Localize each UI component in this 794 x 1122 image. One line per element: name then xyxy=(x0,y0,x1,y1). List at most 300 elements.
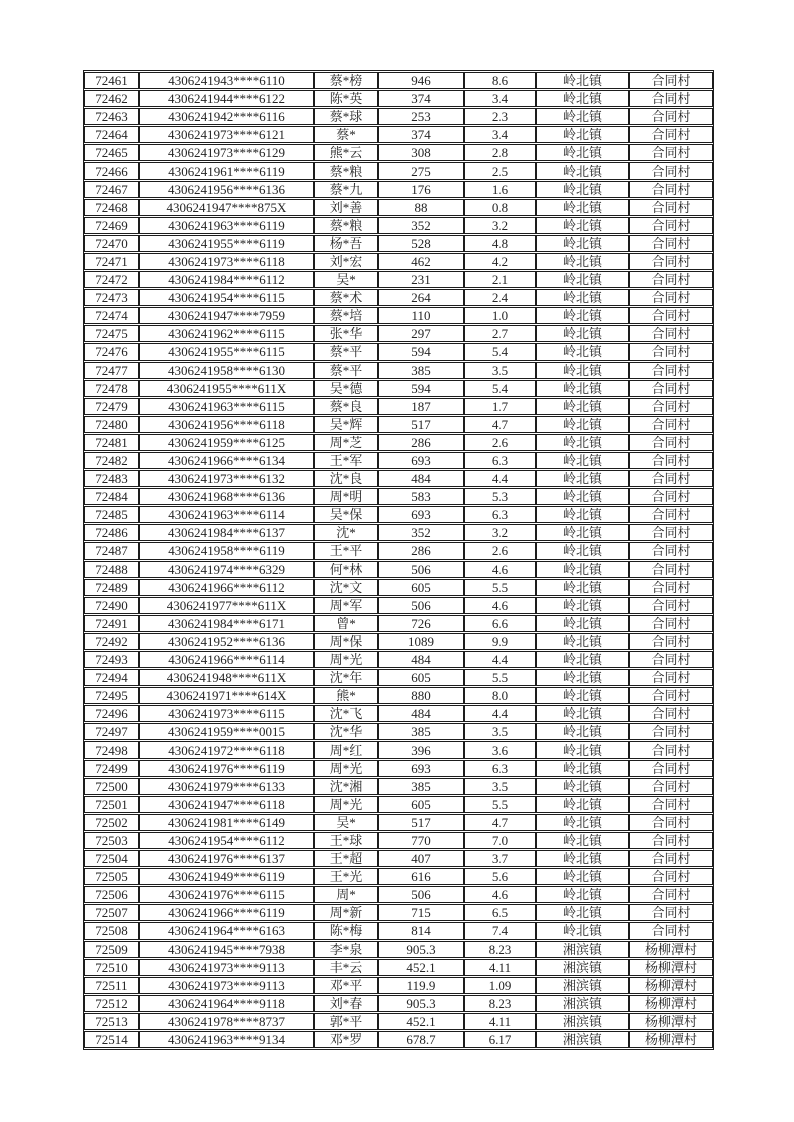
amount-cell: 374 xyxy=(378,90,464,107)
village-cell: 合同村 xyxy=(629,579,713,596)
serial-cell: 72477 xyxy=(84,362,139,379)
id-number-cell: 4306241943****6110 xyxy=(139,72,314,89)
secondary-amount-cell: 2.6 xyxy=(464,542,536,559)
town-cell: 岭北镇 xyxy=(536,922,629,939)
table-row xyxy=(84,778,713,795)
name-cell: 沈*年 xyxy=(314,669,378,686)
id-number-cell: 4306241972****6118 xyxy=(139,741,314,758)
serial-cell: 72491 xyxy=(84,615,139,632)
amount-cell: 352 xyxy=(378,217,464,234)
town-cell: 湘滨镇 xyxy=(536,1031,629,1048)
secondary-amount-cell: 4.4 xyxy=(464,470,536,487)
amount-cell: 484 xyxy=(378,470,464,487)
serial-cell: 72479 xyxy=(84,398,139,415)
village-cell: 合同村 xyxy=(629,398,713,415)
town-cell: 岭北镇 xyxy=(536,561,629,578)
village-cell: 合同村 xyxy=(629,343,713,360)
secondary-amount-cell: 5.6 xyxy=(464,868,536,885)
name-cell: 王*光 xyxy=(314,868,378,885)
village-cell: 合同村 xyxy=(629,452,713,469)
town-cell: 岭北镇 xyxy=(536,90,629,107)
town-cell: 湘滨镇 xyxy=(536,995,629,1012)
records-table-body xyxy=(84,72,713,1048)
secondary-amount-cell: 3.2 xyxy=(464,524,536,541)
table-row xyxy=(84,271,713,288)
secondary-amount-cell: 4.6 xyxy=(464,597,536,614)
id-number-cell: 4306241947****875X xyxy=(139,199,314,216)
table-row xyxy=(84,1031,713,1048)
name-cell: 吴*辉 xyxy=(314,416,378,433)
serial-cell: 72507 xyxy=(84,904,139,921)
serial-cell: 72481 xyxy=(84,434,139,451)
amount-cell: 484 xyxy=(378,651,464,668)
table-row xyxy=(84,380,713,397)
table-row xyxy=(84,922,713,939)
secondary-amount-cell: 2.6 xyxy=(464,434,536,451)
amount-cell: 905.3 xyxy=(378,995,464,1012)
name-cell: 蔡*术 xyxy=(314,289,378,306)
secondary-amount-cell: 4.11 xyxy=(464,1013,536,1030)
town-cell: 岭北镇 xyxy=(536,199,629,216)
town-cell: 岭北镇 xyxy=(536,416,629,433)
town-cell: 岭北镇 xyxy=(536,108,629,125)
secondary-amount-cell: 5.5 xyxy=(464,796,536,813)
village-cell: 合同村 xyxy=(629,850,713,867)
village-cell: 合同村 xyxy=(629,434,713,451)
amount-cell: 678.7 xyxy=(378,1031,464,1048)
amount-cell: 693 xyxy=(378,452,464,469)
village-cell: 合同村 xyxy=(629,904,713,921)
amount-cell: 905.3 xyxy=(378,941,464,958)
table-row xyxy=(84,488,713,505)
town-cell: 岭北镇 xyxy=(536,886,629,903)
id-number-cell: 4306241973****6121 xyxy=(139,126,314,143)
name-cell: 蔡*平 xyxy=(314,362,378,379)
amount-cell: 594 xyxy=(378,380,464,397)
serial-cell: 72469 xyxy=(84,217,139,234)
secondary-amount-cell: 8.6 xyxy=(464,72,536,89)
name-cell: 吴*德 xyxy=(314,380,378,397)
town-cell: 岭北镇 xyxy=(536,398,629,415)
town-cell: 岭北镇 xyxy=(536,687,629,704)
secondary-amount-cell: 8.0 xyxy=(464,687,536,704)
secondary-amount-cell: 1.09 xyxy=(464,977,536,994)
town-cell: 岭北镇 xyxy=(536,217,629,234)
amount-cell: 297 xyxy=(378,325,464,342)
village-cell: 合同村 xyxy=(629,108,713,125)
village-cell: 合同村 xyxy=(629,181,713,198)
id-number-cell: 4306241984****6137 xyxy=(139,524,314,541)
id-number-cell: 4306241956****6118 xyxy=(139,416,314,433)
id-number-cell: 4306241973****9113 xyxy=(139,977,314,994)
secondary-amount-cell: 4.8 xyxy=(464,235,536,252)
name-cell: 周*光 xyxy=(314,651,378,668)
town-cell: 岭北镇 xyxy=(536,325,629,342)
name-cell: 吴* xyxy=(314,271,378,288)
name-cell: 何*林 xyxy=(314,561,378,578)
id-number-cell: 4306241966****6134 xyxy=(139,452,314,469)
name-cell: 周*保 xyxy=(314,633,378,650)
village-cell: 杨柳潭村 xyxy=(629,941,713,958)
secondary-amount-cell: 4.7 xyxy=(464,814,536,831)
secondary-amount-cell: 4.6 xyxy=(464,561,536,578)
table-row xyxy=(84,741,713,758)
id-number-cell: 4306241952****6136 xyxy=(139,633,314,650)
amount-cell: 517 xyxy=(378,416,464,433)
amount-cell: 385 xyxy=(378,362,464,379)
village-cell: 合同村 xyxy=(629,886,713,903)
table-row xyxy=(84,941,713,958)
secondary-amount-cell: 4.2 xyxy=(464,253,536,270)
secondary-amount-cell: 5.3 xyxy=(464,488,536,505)
town-cell: 岭北镇 xyxy=(536,470,629,487)
amount-cell: 770 xyxy=(378,832,464,849)
village-cell: 合同村 xyxy=(629,705,713,722)
serial-cell: 72505 xyxy=(84,868,139,885)
village-cell: 合同村 xyxy=(629,380,713,397)
id-number-cell: 4306241976****6115 xyxy=(139,886,314,903)
serial-cell: 72503 xyxy=(84,832,139,849)
serial-cell: 72475 xyxy=(84,325,139,342)
table-row xyxy=(84,398,713,415)
amount-cell: 275 xyxy=(378,162,464,179)
table-row xyxy=(84,90,713,107)
name-cell: 曾* xyxy=(314,615,378,632)
id-number-cell: 4306241981****6149 xyxy=(139,814,314,831)
town-cell: 岭北镇 xyxy=(536,542,629,559)
secondary-amount-cell: 7.0 xyxy=(464,832,536,849)
name-cell: 邓*罗 xyxy=(314,1031,378,1048)
name-cell: 沈*良 xyxy=(314,470,378,487)
table-row xyxy=(84,181,713,198)
amount-cell: 506 xyxy=(378,561,464,578)
name-cell: 邓*平 xyxy=(314,977,378,994)
table-row xyxy=(84,434,713,451)
town-cell: 岭北镇 xyxy=(536,72,629,89)
name-cell: 周*光 xyxy=(314,760,378,777)
table-row xyxy=(84,633,713,650)
amount-cell: 385 xyxy=(378,723,464,740)
serial-cell: 72467 xyxy=(84,181,139,198)
village-cell: 合同村 xyxy=(629,416,713,433)
amount-cell: 693 xyxy=(378,506,464,523)
serial-cell: 72462 xyxy=(84,90,139,107)
records-table xyxy=(83,70,714,1050)
id-number-cell: 4306241979****6133 xyxy=(139,778,314,795)
town-cell: 岭北镇 xyxy=(536,181,629,198)
name-cell: 熊*云 xyxy=(314,144,378,161)
table-row xyxy=(84,597,713,614)
amount-cell: 264 xyxy=(378,289,464,306)
id-number-cell: 4306241961****6119 xyxy=(139,162,314,179)
secondary-amount-cell: 8.23 xyxy=(464,995,536,1012)
amount-cell: 352 xyxy=(378,524,464,541)
town-cell: 岭北镇 xyxy=(536,778,629,795)
name-cell: 王*球 xyxy=(314,832,378,849)
secondary-amount-cell: 6.3 xyxy=(464,760,536,777)
serial-cell: 72472 xyxy=(84,271,139,288)
name-cell: 周* xyxy=(314,886,378,903)
id-number-cell: 4306241959****6125 xyxy=(139,434,314,451)
name-cell: 杨*吾 xyxy=(314,235,378,252)
secondary-amount-cell: 6.17 xyxy=(464,1031,536,1048)
table-row xyxy=(84,561,713,578)
secondary-amount-cell: 2.7 xyxy=(464,325,536,342)
village-cell: 合同村 xyxy=(629,506,713,523)
table-row xyxy=(84,760,713,777)
id-number-cell: 4306241954****6112 xyxy=(139,832,314,849)
serial-cell: 72470 xyxy=(84,235,139,252)
table-row xyxy=(84,868,713,885)
secondary-amount-cell: 2.8 xyxy=(464,144,536,161)
village-cell: 合同村 xyxy=(629,669,713,686)
name-cell: 蔡*平 xyxy=(314,343,378,360)
town-cell: 岭北镇 xyxy=(536,705,629,722)
id-number-cell: 4306241954****6115 xyxy=(139,289,314,306)
amount-cell: 187 xyxy=(378,398,464,415)
serial-cell: 72482 xyxy=(84,452,139,469)
secondary-amount-cell: 5.5 xyxy=(464,669,536,686)
name-cell: 王*军 xyxy=(314,452,378,469)
id-number-cell: 4306241966****6114 xyxy=(139,651,314,668)
id-number-cell: 4306241963****6115 xyxy=(139,398,314,415)
serial-cell: 72511 xyxy=(84,977,139,994)
serial-cell: 72468 xyxy=(84,199,139,216)
amount-cell: 946 xyxy=(378,72,464,89)
table-row xyxy=(84,977,713,994)
id-number-cell: 4306241977****611X xyxy=(139,597,314,614)
village-cell: 合同村 xyxy=(629,741,713,758)
serial-cell: 72509 xyxy=(84,941,139,958)
id-number-cell: 4306241962****6115 xyxy=(139,325,314,342)
table-row xyxy=(84,416,713,433)
name-cell: 熊* xyxy=(314,687,378,704)
serial-cell: 72484 xyxy=(84,488,139,505)
village-cell: 合同村 xyxy=(629,307,713,324)
town-cell: 岭北镇 xyxy=(536,796,629,813)
village-cell: 杨柳潭村 xyxy=(629,1031,713,1048)
town-cell: 岭北镇 xyxy=(536,488,629,505)
id-number-cell: 4306241959****0015 xyxy=(139,723,314,740)
amount-cell: 407 xyxy=(378,850,464,867)
table-row xyxy=(84,814,713,831)
amount-cell: 119.9 xyxy=(378,977,464,994)
id-number-cell: 4306241973****6132 xyxy=(139,470,314,487)
table-row xyxy=(84,343,713,360)
name-cell: 丰*云 xyxy=(314,959,378,976)
name-cell: 沈*飞 xyxy=(314,705,378,722)
serial-cell: 72512 xyxy=(84,995,139,1012)
amount-cell: 715 xyxy=(378,904,464,921)
amount-cell: 452.1 xyxy=(378,959,464,976)
amount-cell: 385 xyxy=(378,778,464,795)
name-cell: 刘*宏 xyxy=(314,253,378,270)
secondary-amount-cell: 4.4 xyxy=(464,651,536,668)
secondary-amount-cell: 1.6 xyxy=(464,181,536,198)
amount-cell: 605 xyxy=(378,669,464,686)
serial-cell: 72497 xyxy=(84,723,139,740)
serial-cell: 72500 xyxy=(84,778,139,795)
name-cell: 刘*善 xyxy=(314,199,378,216)
village-cell: 杨柳潭村 xyxy=(629,995,713,1012)
id-number-cell: 4306241958****6130 xyxy=(139,362,314,379)
serial-cell: 72502 xyxy=(84,814,139,831)
village-cell: 合同村 xyxy=(629,778,713,795)
amount-cell: 396 xyxy=(378,741,464,758)
id-number-cell: 4306241942****6116 xyxy=(139,108,314,125)
amount-cell: 693 xyxy=(378,760,464,777)
town-cell: 岭北镇 xyxy=(536,868,629,885)
id-number-cell: 4306241973****6129 xyxy=(139,144,314,161)
id-number-cell: 4306241973****6115 xyxy=(139,705,314,722)
amount-cell: 583 xyxy=(378,488,464,505)
id-number-cell: 4306241963****6119 xyxy=(139,217,314,234)
amount-cell: 176 xyxy=(378,181,464,198)
amount-cell: 88 xyxy=(378,199,464,216)
town-cell: 岭北镇 xyxy=(536,434,629,451)
table-row xyxy=(84,144,713,161)
id-number-cell: 4306241971****614X xyxy=(139,687,314,704)
secondary-amount-cell: 6.3 xyxy=(464,452,536,469)
secondary-amount-cell: 6.5 xyxy=(464,904,536,921)
name-cell: 周*红 xyxy=(314,741,378,758)
serial-cell: 72489 xyxy=(84,579,139,596)
table-row xyxy=(84,995,713,1012)
serial-cell: 72490 xyxy=(84,597,139,614)
town-cell: 岭北镇 xyxy=(536,651,629,668)
name-cell: 陈*英 xyxy=(314,90,378,107)
village-cell: 合同村 xyxy=(629,162,713,179)
amount-cell: 506 xyxy=(378,886,464,903)
town-cell: 岭北镇 xyxy=(536,362,629,379)
id-number-cell: 4306241955****6115 xyxy=(139,343,314,360)
secondary-amount-cell: 7.4 xyxy=(464,922,536,939)
town-cell: 湘滨镇 xyxy=(536,977,629,994)
town-cell: 岭北镇 xyxy=(536,850,629,867)
serial-cell: 72510 xyxy=(84,959,139,976)
table-row xyxy=(84,524,713,541)
amount-cell: 110 xyxy=(378,307,464,324)
name-cell: 吴* xyxy=(314,814,378,831)
amount-cell: 286 xyxy=(378,434,464,451)
id-number-cell: 4306241964****6163 xyxy=(139,922,314,939)
village-cell: 合同村 xyxy=(629,633,713,650)
table-row xyxy=(84,542,713,559)
serial-cell: 72465 xyxy=(84,144,139,161)
serial-cell: 72508 xyxy=(84,922,139,939)
id-number-cell: 4306241947****7959 xyxy=(139,307,314,324)
serial-cell: 72494 xyxy=(84,669,139,686)
amount-cell: 726 xyxy=(378,615,464,632)
town-cell: 岭北镇 xyxy=(536,162,629,179)
town-cell: 岭北镇 xyxy=(536,633,629,650)
id-number-cell: 4306241968****6136 xyxy=(139,488,314,505)
secondary-amount-cell: 3.2 xyxy=(464,217,536,234)
serial-cell: 72464 xyxy=(84,126,139,143)
amount-cell: 374 xyxy=(378,126,464,143)
serial-cell: 72499 xyxy=(84,760,139,777)
name-cell: 王*超 xyxy=(314,850,378,867)
table-row xyxy=(84,796,713,813)
village-cell: 合同村 xyxy=(629,760,713,777)
town-cell: 岭北镇 xyxy=(536,343,629,360)
serial-cell: 72504 xyxy=(84,850,139,867)
table-row xyxy=(84,162,713,179)
name-cell: 周*明 xyxy=(314,488,378,505)
amount-cell: 462 xyxy=(378,253,464,270)
town-cell: 岭北镇 xyxy=(536,380,629,397)
table-row xyxy=(84,579,713,596)
id-number-cell: 4306241964****9118 xyxy=(139,995,314,1012)
name-cell: 李*泉 xyxy=(314,941,378,958)
serial-cell: 72473 xyxy=(84,289,139,306)
id-number-cell: 4306241963****9134 xyxy=(139,1031,314,1048)
secondary-amount-cell: 3.6 xyxy=(464,741,536,758)
id-number-cell: 4306241976****6119 xyxy=(139,760,314,777)
serial-cell: 72466 xyxy=(84,162,139,179)
table-row xyxy=(84,199,713,216)
id-number-cell: 4306241966****6119 xyxy=(139,904,314,921)
id-number-cell: 4306241976****6137 xyxy=(139,850,314,867)
amount-cell: 880 xyxy=(378,687,464,704)
table-row xyxy=(84,959,713,976)
village-cell: 合同村 xyxy=(629,325,713,342)
name-cell: 张*华 xyxy=(314,325,378,342)
name-cell: 沈* xyxy=(314,524,378,541)
town-cell: 岭北镇 xyxy=(536,235,629,252)
id-number-cell: 4306241945****7938 xyxy=(139,941,314,958)
town-cell: 岭北镇 xyxy=(536,289,629,306)
secondary-amount-cell: 6.6 xyxy=(464,615,536,632)
secondary-amount-cell: 5.4 xyxy=(464,380,536,397)
table-row xyxy=(84,235,713,252)
table-row xyxy=(84,362,713,379)
serial-cell: 72476 xyxy=(84,343,139,360)
village-cell: 合同村 xyxy=(629,235,713,252)
name-cell: 蔡*榜 xyxy=(314,72,378,89)
town-cell: 岭北镇 xyxy=(536,271,629,288)
secondary-amount-cell: 8.23 xyxy=(464,941,536,958)
name-cell: 周*军 xyxy=(314,597,378,614)
id-number-cell: 4306241978****8737 xyxy=(139,1013,314,1030)
table-row xyxy=(84,832,713,849)
village-cell: 合同村 xyxy=(629,90,713,107)
amount-cell: 452.1 xyxy=(378,1013,464,1030)
name-cell: 蔡*培 xyxy=(314,307,378,324)
name-cell: 蔡*九 xyxy=(314,181,378,198)
village-cell: 合同村 xyxy=(629,832,713,849)
village-cell: 合同村 xyxy=(629,651,713,668)
village-cell: 杨柳潭村 xyxy=(629,977,713,994)
amount-cell: 814 xyxy=(378,922,464,939)
secondary-amount-cell: 3.7 xyxy=(464,850,536,867)
town-cell: 岭北镇 xyxy=(536,760,629,777)
serial-cell: 72493 xyxy=(84,651,139,668)
name-cell: 蔡*粮 xyxy=(314,217,378,234)
secondary-amount-cell: 1.7 xyxy=(464,398,536,415)
village-cell: 合同村 xyxy=(629,723,713,740)
id-number-cell: 4306241955****6119 xyxy=(139,235,314,252)
secondary-amount-cell: 3.4 xyxy=(464,126,536,143)
village-cell: 合同村 xyxy=(629,796,713,813)
secondary-amount-cell: 3.5 xyxy=(464,778,536,795)
name-cell: 蔡*粮 xyxy=(314,162,378,179)
name-cell: 周*光 xyxy=(314,796,378,813)
table-row xyxy=(84,1013,713,1030)
amount-cell: 528 xyxy=(378,235,464,252)
table-row xyxy=(84,651,713,668)
village-cell: 合同村 xyxy=(629,253,713,270)
